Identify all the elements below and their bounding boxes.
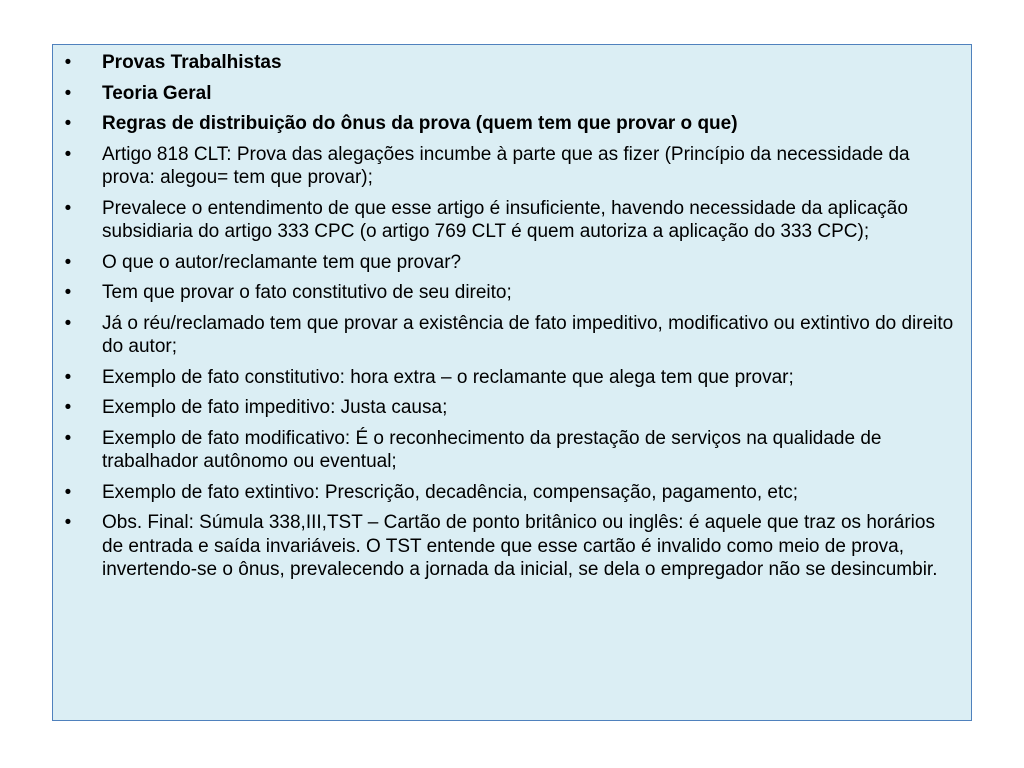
bullet-text: Provas Trabalhistas <box>102 52 282 73</box>
bullet-item <box>53 427 959 474</box>
bullet-text: Exemplo de fato extintivo: Prescrição, decadência, compensação, pagamento, etc; <box>102 481 799 503</box>
bullet-dot-icon: • <box>64 427 72 449</box>
bullet-item <box>53 366 959 390</box>
bullet-text: Artigo 818 CLT: Prova das alegações incumbe à parte que as fizer (Princípio da necessidade da prova: alegou= tem que provar); <box>102 143 910 188</box>
bullet-dot-icon: • <box>64 397 72 418</box>
bullet-dot-icon: • <box>64 113 72 134</box>
bullet-item <box>53 281 959 305</box>
bullet-item <box>53 511 959 582</box>
bullet-dot-icon: • <box>64 366 72 388</box>
bullet-text: O que o autor/reclamante tem que provar? <box>102 251 462 273</box>
bullet-dot-icon: • <box>64 282 72 303</box>
bullet-text: Regras de distribuição do ônus da prova (quem tem que provar o que) <box>102 113 738 134</box>
bullet-item <box>53 481 959 505</box>
bullet-text: Exemplo de fato modificativo: É o reconhecimento da prestação de serviços na qualidade de trabalhador autônomo ou eventual; <box>102 427 882 472</box>
bullet-text: Tem que provar o fato constitutivo de seu direito; <box>102 282 512 303</box>
bullet-text: Prevalece o entendimento de que esse artigo é insuficiente, havendo necessidade da aplicação subsidiaria do artigo 333 CPC (o artigo 769 CLT é quem autoriza a aplicação do 333 CPC); <box>102 197 908 242</box>
bullet-dot-icon: • <box>64 312 72 334</box>
bullet-text: Obs. Final: Súmula 338,III,TST – Cartão de ponto britânico ou inglês: é aquele que traz os horários de entrada e saída invariáveis. O TST entende que esse cartão é invalido como meio de prova, invertendo-se o ônus, prevalecendo a jornada da inicial, se dela o empregador não se desincumbir. <box>102 512 938 580</box>
content-text-box <box>52 44 972 721</box>
bullet-dot-icon: • <box>64 82 72 104</box>
bullet-text: Exemplo de fato constitutivo: hora extra – o reclamante que alega tem que provar; <box>102 366 794 388</box>
bullet-dot-icon: • <box>64 197 72 219</box>
bullet-text: Exemplo de fato impeditivo: Justa causa; <box>102 397 448 418</box>
bullet-item <box>53 51 959 75</box>
bullet-dot-icon: • <box>64 512 72 533</box>
bullet-item <box>53 82 959 106</box>
bullet-item <box>53 112 959 136</box>
bullet-text: Teoria Geral <box>102 82 212 104</box>
bullet-item <box>53 312 959 359</box>
bullet-dot-icon: • <box>64 52 72 73</box>
bullet-item <box>53 396 959 420</box>
bullet-list <box>53 51 959 582</box>
bullet-dot-icon: • <box>64 143 72 165</box>
bullet-dot-icon: • <box>64 251 72 273</box>
bullet-dot-icon: • <box>64 481 72 503</box>
bullet-item <box>53 197 959 244</box>
bullet-text: Já o réu/reclamado tem que provar a existência de fato impeditivo, modificativo ou extintivo do direito do autor; <box>102 312 954 357</box>
bullet-item <box>53 251 959 275</box>
bullet-item <box>53 143 959 190</box>
